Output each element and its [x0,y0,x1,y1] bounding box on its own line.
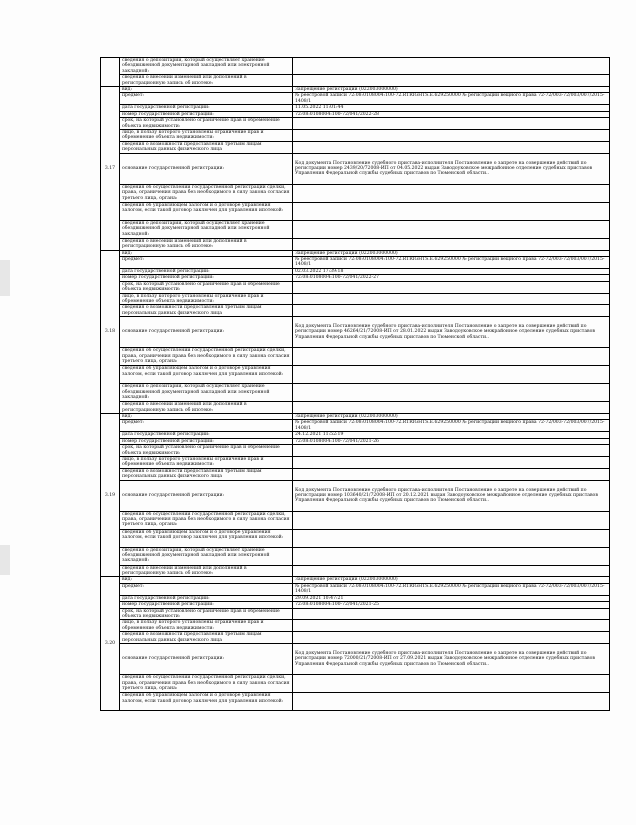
table-row [101,184,610,202]
table-row [101,420,610,432]
field-value [293,511,610,529]
table-row [101,583,610,595]
field-label: сведения о возможности предоставления третьим лицам персональных данных физического лица [120,141,293,153]
field-label: сведения об управляющем залогом и о договоре управления залогом, если такой договор заключен для управления ипотекой: [120,366,293,384]
table-row [101,220,610,238]
field-value: Запрещение регистрации (022003000000) [293,87,610,93]
field-label: сведения о возможности предоставления третьим лицам персональных данных физического лица [120,468,293,480]
table-row [101,238,610,250]
table-row [101,565,610,577]
table-row [101,547,610,565]
field-value: 02.03.2022 17:39:18 [293,268,610,274]
field-label: срок, на который установлено ограничение прав и обременение объекта недвижимости: [120,608,293,620]
field-label: сведения о депозитарии, который осуществляет хранение обездвиженной документарной закладной или электронной закладной: [120,384,293,402]
field-label: сведения о депозитарии, который осуществляет хранение обездвиженной документарной закладной или электронной закладной: [120,547,293,565]
field-label: сведения об осуществлении государственной регистрации сделки, права, ограничения права без необходимого в силу закона согласия третьего лица, органа: [120,511,293,529]
field-value: Запрещение регистрации (022003000000) [293,250,610,256]
field-label: лицо, в пользу которого установлены ограничение прав и обременение объекта недвижимости: [120,457,293,469]
field-value [293,402,610,414]
field-label: лицо, в пользу которого установлены ограничение прав и обременение объекта недвижимости: [120,620,293,632]
field-value [293,693,610,711]
scan-edge-mark [0,260,10,296]
field-value [293,348,610,366]
field-label: сведения о возможности предоставления третьим лицам персональных данных физического лица [120,305,293,317]
field-value: 72:08:0108004:100-72/041/2022-28 [293,111,610,117]
field-value [293,366,610,384]
field-label: лицо, в пользу которого установлены ограничение прав и обременение объекта недвижимости: [120,130,293,142]
table-row [101,75,610,87]
field-label: дата государственной регистрации: [120,595,293,601]
field-value [293,675,610,693]
field-label: сведения об управляющем залогом и о договоре управления залогом, если такой договор заключен для управления ипотекой: [120,529,293,547]
section-number: 3.17 [101,87,120,250]
encumbrance-register-table [100,57,610,711]
field-value [293,220,610,238]
table-row [101,317,610,348]
field-label: предмет: [120,420,293,432]
field-label: сведения об осуществлении государственной регистрации сделки, права, ограничения права без необходимого в силу закона согласия третьего лица, органа: [120,675,293,693]
scan-edge-mark [0,545,10,575]
table-row [101,384,610,402]
field-value: Запрещение регистрации (022003000000) [293,413,610,419]
field-value [293,141,610,153]
table-row [101,58,610,75]
field-label: срок, на который установлено ограничение прав и обременение объекта недвижимости: [120,118,293,130]
table-row [101,256,610,268]
table-row [101,445,610,457]
field-value [293,384,610,402]
section-number: 3.20 [101,577,120,711]
field-label: вид: [120,250,293,256]
field-value: Запрещение регистрации (022003000000) [293,577,610,583]
field-value: 72:08:0108004:100-72/041/2021-25 [293,602,610,608]
field-value [293,620,610,632]
field-label: сведения об управляющем залогом и о договоре управления залогом, если такой договор заключен для управления ипотекой: [120,202,293,220]
field-value [293,529,610,547]
field-value [293,238,610,250]
field-value: № реестровой записи 72:08:0108004:100-72.RTRIGHTS.E.629250000 № регистрации вещного права 72-72/003-72/003/007/2015-1408/1 [293,256,610,268]
field-label: сведения о внесении изменений или дополнений в регистрационную запись об ипотеке: [120,75,293,87]
field-label: сведения о внесении изменений или дополнений в регистрационную запись об ипотеке: [120,238,293,250]
field-label: номер государственной регистрации: [120,275,293,281]
field-label: сведения о депозитарии, который осуществляет хранение обездвиженной документарной закладной или электронной закладной: [120,220,293,238]
field-value [293,202,610,220]
field-label: срок, на который установлено ограничение прав и обременение объекта недвижимости: [120,445,293,457]
table-row [101,468,610,480]
field-value [293,565,610,577]
field-value: 24.12.2021 11:52:19 [293,432,610,438]
field-value: № реестровой записи 72:08:0108004:100-72.RTRIGHTS.E.629250000 № регистрации вещного права 72-72/003-72/003/007/2015-1408/1 [293,583,610,595]
field-value [293,75,610,87]
field-value [293,445,610,457]
field-value [293,58,610,75]
table-row [101,141,610,153]
field-label: предмет: [120,256,293,268]
field-value: Код документа Постановление судебного пристава-исполнителя Постановление о запрете на совершение действий по регистрации номер 46264/21/72008-ИП от 28.01.2022 выдан Заводоуковское межрайонное отделение судебных приставов Управления Федеральной службы судебных приставов по Тюменской области.. [293,317,610,348]
field-label: лицо, в пользу которого установлены ограничение прав и обременение объекта недвижимости: [120,293,293,305]
field-value [293,118,610,130]
field-label: вид: [120,87,293,93]
table-row [101,675,610,693]
field-value [293,305,610,317]
field-label: основание государственной регистрации: [120,644,293,675]
field-value [293,632,610,644]
field-label: сведения об осуществлении государственной регистрации сделки, права, ограничения права без необходимого в силу закона согласия третьего лица, органа: [120,348,293,366]
field-label: сведения о внесении изменений или дополнений в регистрационную запись об ипотеке: [120,402,293,414]
field-label: сведения об осуществлении государственной регистрации сделки, права, ограничения права без необходимого в силу закона согласия третьего лица, органа: [120,184,293,202]
section-number: 3.18 [101,250,120,413]
field-value: 11.05.2022 11:01:44 [293,105,610,111]
table-row [101,402,610,414]
field-label: дата государственной регистрации: [120,105,293,111]
field-value: Код документа Постановление судебного пристава-исполнителя Постановление о запрете на совершение действий по регистрации номер 103640/21/72008-ИП от 20.12.2021 выдан Заводоуковское межрайонное отделение судебных приставов Управления Федеральной службы судебных приставов по Тюменской области.. [293,480,610,511]
table-row [101,529,610,547]
field-value [293,547,610,565]
table-row [101,202,610,220]
field-label: дата государственной регистрации: [120,268,293,274]
table-row [101,293,610,305]
field-value: № реестровой записи 72:08:0108004:100-72.RTRIGHTS.E.629250000 № регистрации вещного права 72-72/003-72/003/007/2015-1408/1 [293,93,610,105]
table-row [101,366,610,384]
field-label: основание государственной регистрации: [120,153,293,184]
table-row [101,644,610,675]
table-row [101,608,610,620]
field-value [293,293,610,305]
field-label: сведения о депозитарии, который осуществляет хранение обездвиженной документарной закладной или электронной закладной: [120,58,293,75]
table-row [101,632,610,644]
field-value [293,457,610,469]
field-label: сведения о возможности предоставления третьим лицам персональных данных физического лица [120,632,293,644]
field-value [293,468,610,480]
field-label: номер государственной регистрации: [120,602,293,608]
field-label: предмет: [120,93,293,105]
field-label: дата государственной регистрации: [120,432,293,438]
field-value [293,608,610,620]
field-label: вид: [120,577,293,583]
field-label: номер государственной регистрации: [120,438,293,444]
table-row [101,118,610,130]
field-value [293,281,610,293]
field-value: 29.09.2021 10:47:21 [293,595,610,601]
field-label: вид: [120,413,293,419]
table-row [101,480,610,511]
field-value: 72:08:0108004:100-72/041/2022-27 [293,275,610,281]
field-value: 72:08:0108004:100-72/041/2021-26 [293,438,610,444]
table-row [101,305,610,317]
field-label: предмет: [120,583,293,595]
field-label: номер государственной регистрации: [120,111,293,117]
field-value [293,130,610,142]
field-label: основание государственной регистрации: [120,317,293,348]
field-value: Код документа Постановление судебного пристава-исполнителя Постановление о запрете на совершение действий по регистрации номер 2439/20/72008-ИП от 04.05.2022 выдан Заводоуковское межрайонное отделение судебных приставов Управления Федеральной службы судебных приставов по Тюменской области.. [293,153,610,184]
table-row [101,457,610,469]
table-row [101,153,610,184]
table-row [101,620,610,632]
field-label: основание государственной регистрации: [120,480,293,511]
table-row [101,130,610,142]
table-row [101,281,610,293]
section-number [101,58,120,87]
field-label: сведения о внесении изменений или дополнений в регистрационную запись об ипотеке: [120,565,293,577]
section-number: 3.19 [101,413,120,576]
field-value [293,184,610,202]
table-row [101,93,610,105]
field-label: сведения об управляющем залогом и о договоре управления залогом, если такой договор заключен для управления ипотекой: [120,693,293,711]
field-label: срок, на который установлено ограничение прав и обременение объекта недвижимости: [120,281,293,293]
table-row [101,693,610,711]
field-value: № реестровой записи 72:08:0108004:100-72.RTRIGHTS.E.629250000 № регистрации вещного права 72-72/003-72/003/007/2015-1408/1 [293,420,610,432]
field-value: Код документа Постановление судебного пристава-исполнителя Постановление о запрете на совершение действий по регистрации номер 72000/21/72008-ИП от 27.09.2021 выдан Заводоуковское межрайонное отделение судебных приставов Управления Федеральной службы судебных приставов по Тюменской области.. [293,644,610,675]
table-row [101,511,610,529]
table-row [101,348,610,366]
